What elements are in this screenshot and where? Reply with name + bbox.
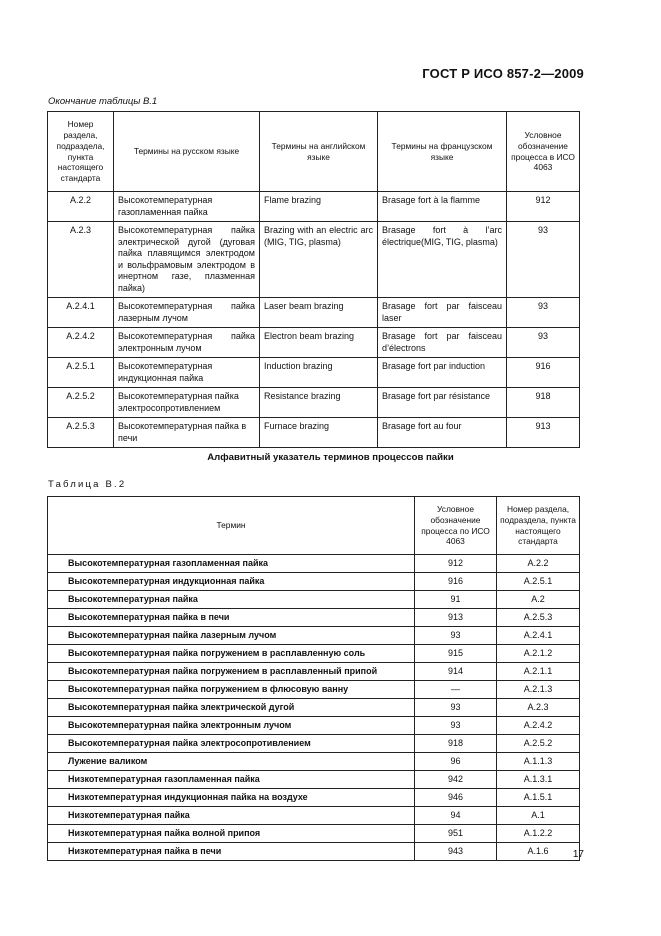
cell-term: Высокотемпературная газопламенная пайка <box>48 555 415 573</box>
table-row <box>48 609 580 627</box>
col-header-iso-code: Условное обозначение процесса по ИСО 4063 <box>415 497 497 555</box>
table-row <box>48 789 580 807</box>
cell-iso-code: 918 <box>507 388 580 418</box>
cell-term: Высокотемпературная пайка погружением в флюсовую ванну <box>48 681 415 699</box>
cell-russian-term: Высокотемпературная пайка электрической дугой (дуговая пайка плавящимся электродом и вольфрамовым электродом в инертном газе, плазменная пайка) <box>114 222 260 298</box>
cell-english-term: Induction brazing <box>260 358 378 388</box>
cell-section-number: A.2.2 <box>48 192 114 222</box>
cell-term: Высокотемпературная пайка лазерным лучом <box>48 627 415 645</box>
standard-designation: ГОСТ Р ИСО 857-2—2009 <box>422 66 584 81</box>
cell-french-term: Brasage fort à l’arc électrique(MIG, TIG, plasma) <box>378 222 507 298</box>
cell-iso-code: — <box>415 681 497 699</box>
cell-term: Низкотемпературная пайка волной припоя <box>48 825 415 843</box>
table-row <box>48 717 580 735</box>
cell-term: Высокотемпературная пайка электросопротивлением <box>48 735 415 753</box>
table-row <box>48 192 580 222</box>
cell-section-number: A.2.5.3 <box>48 418 114 448</box>
cell-iso-code: 93 <box>415 699 497 717</box>
cell-section-number: A.1.6 <box>497 843 580 861</box>
table-row <box>48 753 580 771</box>
table-row <box>48 298 580 328</box>
cell-french-term: Brasage fort par résistance <box>378 388 507 418</box>
cell-russian-term: Высокотемпературная газопламенная пайка <box>114 192 260 222</box>
cell-section-number: A.2.5.1 <box>48 358 114 388</box>
table-row <box>48 591 580 609</box>
cell-iso-code: 93 <box>507 328 580 358</box>
table-row <box>48 807 580 825</box>
cell-english-term: Resistance brazing <box>260 388 378 418</box>
cell-russian-term: Высокотемпературная пайка в печи <box>114 418 260 448</box>
cell-term: Низкотемпературная газопламенная пайка <box>48 771 415 789</box>
cell-iso-code: 91 <box>415 591 497 609</box>
cell-iso-code: 915 <box>415 645 497 663</box>
cell-term: Высокотемпературная пайка погружением в расплавленную соль <box>48 645 415 663</box>
table2-header-row <box>48 497 580 555</box>
cell-section-number: A.2.1.3 <box>497 681 580 699</box>
cell-iso-code: 93 <box>507 222 580 298</box>
cell-section-number: A.2.1.2 <box>497 645 580 663</box>
cell-section-number: A.2.3 <box>497 699 580 717</box>
cell-section-number: A.2.1.1 <box>497 663 580 681</box>
cell-section-number: A.1.3.1 <box>497 771 580 789</box>
cell-term: Высокотемпературная пайка электронным лучом <box>48 717 415 735</box>
cell-section-number: A.2.4.2 <box>48 328 114 358</box>
index-title: Алфавитный указатель терминов процессов пайки <box>207 452 454 463</box>
cell-iso-code: 94 <box>415 807 497 825</box>
cell-term: Низкотемпературная пайка в печи <box>48 843 415 861</box>
cell-russian-term: Высокотемпературная пайка электросопротивлением <box>114 388 260 418</box>
cell-french-term: Brasage fort par faisceau d’électrons <box>378 328 507 358</box>
cell-iso-code: 918 <box>415 735 497 753</box>
cell-iso-code: 916 <box>507 358 580 388</box>
cell-iso-code: 912 <box>507 192 580 222</box>
table-row <box>48 358 580 388</box>
cell-term: Лужение валиком <box>48 753 415 771</box>
cell-section-number: A.1.2.2 <box>497 825 580 843</box>
cell-english-term: Laser beam brazing <box>260 298 378 328</box>
cell-section-number: A.2.4.1 <box>48 298 114 328</box>
cell-section-number: A.2.4.1 <box>497 627 580 645</box>
table-row <box>48 843 580 861</box>
table-row <box>48 573 580 591</box>
table-row <box>48 681 580 699</box>
table-b2-alphabetical-index <box>47 496 580 861</box>
cell-term: Низкотемпературная пайка <box>48 807 415 825</box>
col-header-section-number: Номер раздела, подраздела, пункта настоящего стандарта <box>48 112 114 192</box>
cell-french-term: Brasage fort par faisceau laser <box>378 298 507 328</box>
cell-french-term: Brasage fort par induction <box>378 358 507 388</box>
cell-iso-code: 96 <box>415 753 497 771</box>
table-row <box>48 222 580 298</box>
col-header-english-terms: Термины на английском языке <box>260 112 378 192</box>
cell-term: Высокотемпературная пайка погружением в расплавленный припой <box>48 663 415 681</box>
table-row <box>48 627 580 645</box>
cell-english-term: Brazing with an electric arc (MIG, TIG, plasma) <box>260 222 378 298</box>
table-row <box>48 388 580 418</box>
cell-term: Высокотемпературная пайка <box>48 591 415 609</box>
table-row <box>48 699 580 717</box>
table-row <box>48 825 580 843</box>
cell-term: Низкотемпературная индукционная пайка на воздухе <box>48 789 415 807</box>
cell-iso-code: 943 <box>415 843 497 861</box>
cell-iso-code: 916 <box>415 573 497 591</box>
cell-french-term: Brasage fort à la flamme <box>378 192 507 222</box>
cell-iso-code: 912 <box>415 555 497 573</box>
col-header-french-terms: Термины на французском языке <box>378 112 507 192</box>
cell-section-number: A.2.2 <box>497 555 580 573</box>
cell-iso-code: 946 <box>415 789 497 807</box>
cell-term: Высокотемпературная индукционная пайка <box>48 573 415 591</box>
cell-iso-code: 942 <box>415 771 497 789</box>
cell-english-term: Furnace brazing <box>260 418 378 448</box>
table1-caption: Окончание таблицы В.1 <box>48 96 158 107</box>
cell-russian-term: Высокотемпературная пайка электронным лучом <box>114 328 260 358</box>
table-row <box>48 555 580 573</box>
cell-section-number: A.2.3 <box>48 222 114 298</box>
table-row <box>48 771 580 789</box>
col-header-term: Термин <box>48 497 415 555</box>
cell-section-number: A.2.5.2 <box>48 388 114 418</box>
cell-french-term: Brasage fort au four <box>378 418 507 448</box>
table2-caption: Таблица В.2 <box>48 479 127 490</box>
table-row <box>48 645 580 663</box>
cell-section-number: A.1.5.1 <box>497 789 580 807</box>
table-row <box>48 418 580 448</box>
cell-section-number: A.2.5.2 <box>497 735 580 753</box>
cell-iso-code: 93 <box>415 627 497 645</box>
table-row <box>48 663 580 681</box>
cell-iso-code: 93 <box>507 298 580 328</box>
cell-term: Высокотемпературная пайка в печи <box>48 609 415 627</box>
cell-russian-term: Высокотемпературная индукционная пайка <box>114 358 260 388</box>
col-header-section-number: Номер раздела, подраздела, пункта настоящего стандарта <box>497 497 580 555</box>
cell-term: Высокотемпературная пайка электрической дугой <box>48 699 415 717</box>
cell-english-term: Flame brazing <box>260 192 378 222</box>
cell-iso-code: 93 <box>415 717 497 735</box>
table1-header-row <box>48 112 580 192</box>
cell-iso-code: 914 <box>415 663 497 681</box>
cell-section-number: A.2.5.1 <box>497 573 580 591</box>
col-header-iso-code: Условное обозначение процесса в ИСО 4063 <box>507 112 580 192</box>
table-b1-continuation <box>47 111 580 448</box>
cell-section-number: A.2 <box>497 591 580 609</box>
table-row <box>48 735 580 753</box>
col-header-russian-terms: Термины на русском языке <box>114 112 260 192</box>
cell-section-number: A.2.4.2 <box>497 717 580 735</box>
cell-english-term: Electron beam brazing <box>260 328 378 358</box>
cell-iso-code: 913 <box>415 609 497 627</box>
page-number: 17 <box>572 849 584 860</box>
cell-iso-code: 913 <box>507 418 580 448</box>
cell-section-number: A.2.5.3 <box>497 609 580 627</box>
cell-section-number: A.1 <box>497 807 580 825</box>
cell-section-number: A.1.1.3 <box>497 753 580 771</box>
cell-iso-code: 951 <box>415 825 497 843</box>
cell-russian-term: Высокотемпературная пайка лазерным лучом <box>114 298 260 328</box>
table-row <box>48 328 580 358</box>
